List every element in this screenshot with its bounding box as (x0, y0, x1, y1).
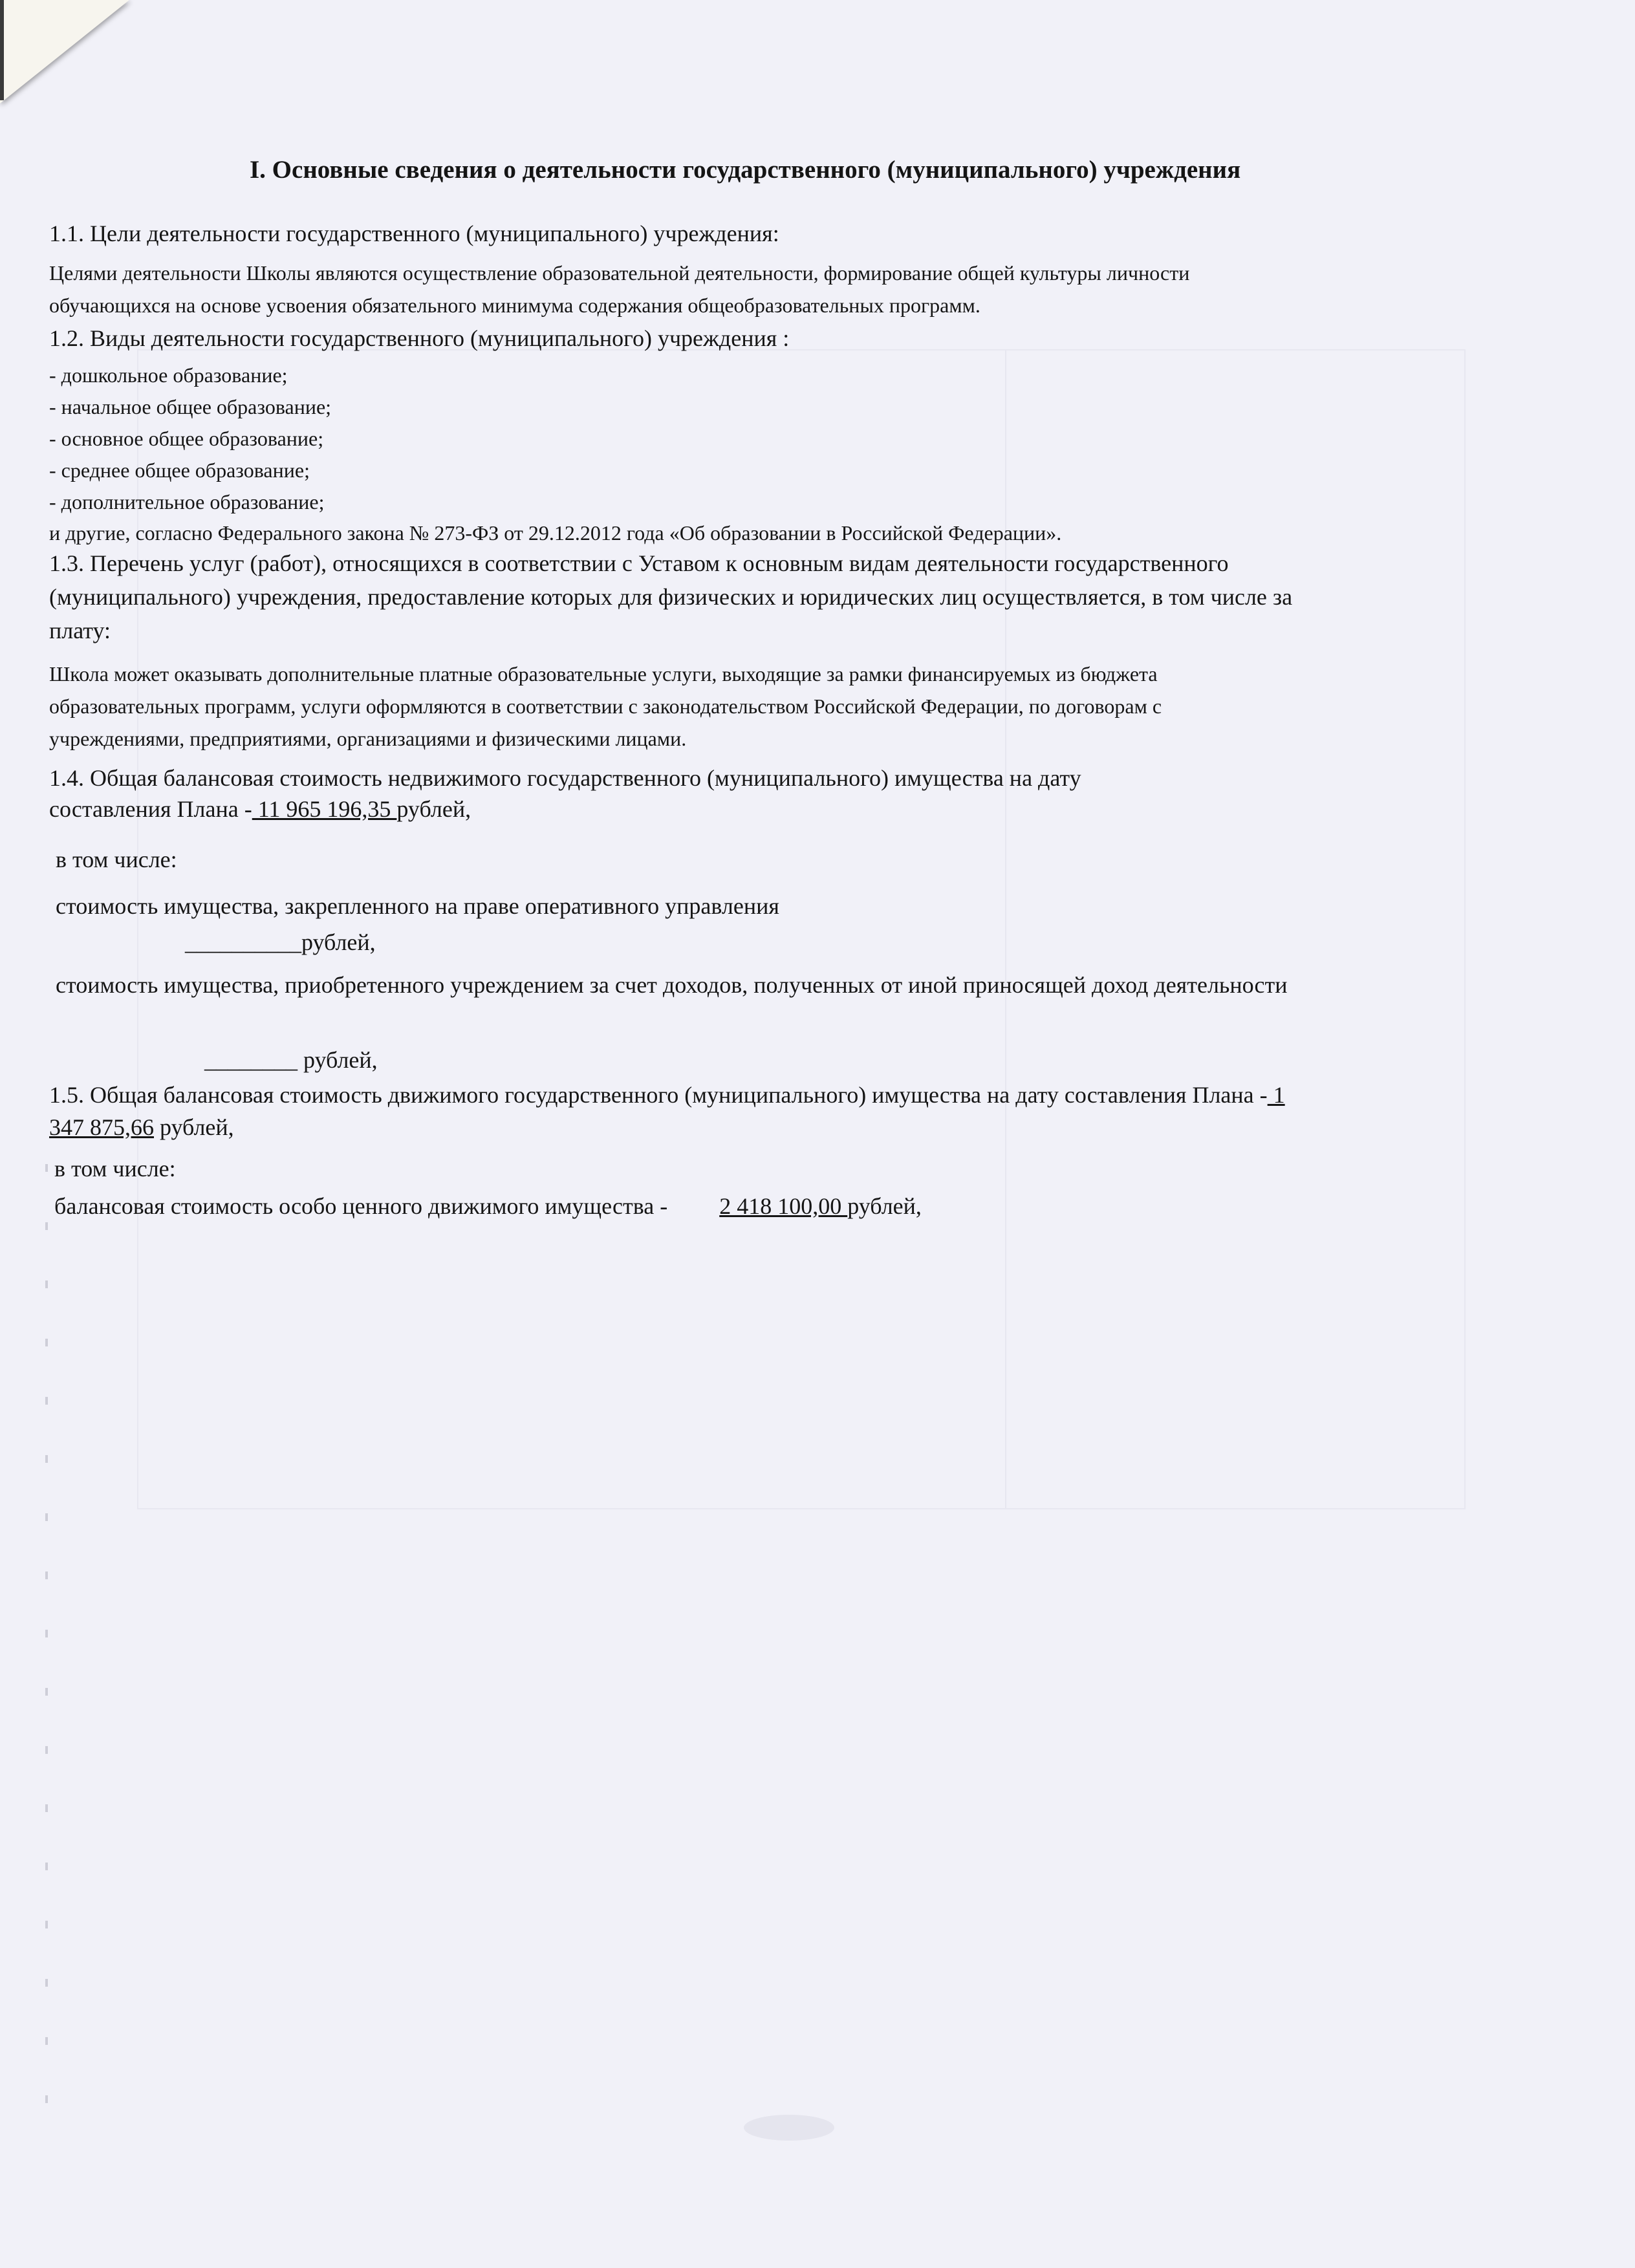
especially-valuable-amount: 2 418 100,00 (719, 1193, 848, 1219)
operative-management-label: стоимость имущества, закрепленного на праве оперативного управления (56, 893, 779, 919)
section-1-3-text-line: учреждениями, предприятиями, организациями и физическими лицами. (49, 727, 687, 750)
section-1-1-heading: 1.1. Цели деятельности государственного (муниципального) учреждения: (49, 221, 779, 246)
section-1-3-heading-line: (муниципального) учреждения, предоставление которых для физических и юридических лиц осуществляется, в том числе за (49, 584, 1293, 610)
folded-page-corner (0, 0, 129, 103)
real-estate-value-label: составления Плана - (49, 796, 252, 822)
real-estate-value-line (49, 795, 471, 823)
section-1-5-heading (49, 1081, 1285, 1108)
activity-list-item: - основное общее образование; (49, 427, 324, 450)
section-1-1-text-line: Целями деятельности Школы являются осуществление образовательной деятельности, формирование общей культуры личности (49, 261, 1190, 285)
section-1-1-text-line: обучающихся на основе усвоения обязательного минимума содержания общеобразовательных программ. (49, 294, 980, 317)
operative-management-currency: рублей, (301, 929, 376, 955)
margin-scan-marks (45, 1164, 48, 2134)
section-1-3-text-line: Школа может оказывать дополнительные платные образовательные услуги, выходящие за рамки финансируемых из бюджета (49, 662, 1158, 686)
movable-property-amount: 347 875,66 (49, 1114, 154, 1140)
section-1-3-text-line: образовательных программ, услуги оформляются в соответствии с законодательством Российской Федерации, по договорам с (49, 695, 1162, 718)
especially-valuable-currency: рублей, (847, 1193, 922, 1219)
including-label: в том числе: (54, 1156, 176, 1182)
page-edge-shadow (0, 0, 4, 100)
movable-property-currency: рублей, (154, 1114, 234, 1140)
section-1-3-heading-line: 1.3. Перечень услуг (работ), относящихся в соответствии с Уставом к основным видам деятельности государственного (49, 550, 1229, 576)
faded-signature-mark (744, 2115, 834, 2141)
activity-list-item: - среднее общее образование; (49, 459, 310, 482)
section-1-2-heading: 1.2. Виды деятельности государственного (муниципального) учреждения : (49, 325, 790, 351)
movable-property-label: 1.5. Общая балансовая стоимость движимого государственного (муниципального) имущества на дату составления Плана - (49, 1082, 1268, 1108)
activity-list-item: - дополнительное образование; (49, 490, 325, 513)
real-estate-value-amount: 11 965 196,35 (252, 796, 397, 822)
especially-valuable-label: балансовая стоимость особо ценного движимого имущества - (54, 1193, 668, 1219)
income-activity-blank: ________ (204, 1047, 298, 1073)
operative-management-blank: __________ (185, 929, 301, 955)
income-activity-currency: рублей, (298, 1047, 378, 1073)
section-1-3-heading-line: плату: (49, 618, 111, 643)
especially-valuable-line (54, 1193, 922, 1220)
income-activity-value-line (204, 1046, 378, 1074)
section-title: I. Основные сведения о деятельности государственного (муниципального) учреждения (250, 156, 1241, 184)
real-estate-value-currency: рублей, (396, 796, 471, 822)
operative-management-value-line (185, 929, 376, 956)
section-1-2-law-reference: и другие, согласно Федерального закона № 273-ФЗ от 29.12.2012 года «Об образовании в Российской Федерации». (49, 521, 1062, 545)
income-activity-label: стоимость имущества, приобретенного учреждением за счет доходов, полученных от иной приносящей доход деятельности (56, 972, 1288, 998)
activity-list-item: - начальное общее образование; (49, 395, 332, 418)
movable-property-value-line (49, 1114, 234, 1141)
activity-list-item: - дошкольное образование; (49, 363, 288, 387)
movable-property-amount-part: 1 (1267, 1082, 1285, 1108)
including-label: в том числе: (56, 847, 177, 872)
section-1-4-heading: 1.4. Общая балансовая стоимость недвижимого государственного (муниципального) имущества на дату (49, 765, 1081, 791)
